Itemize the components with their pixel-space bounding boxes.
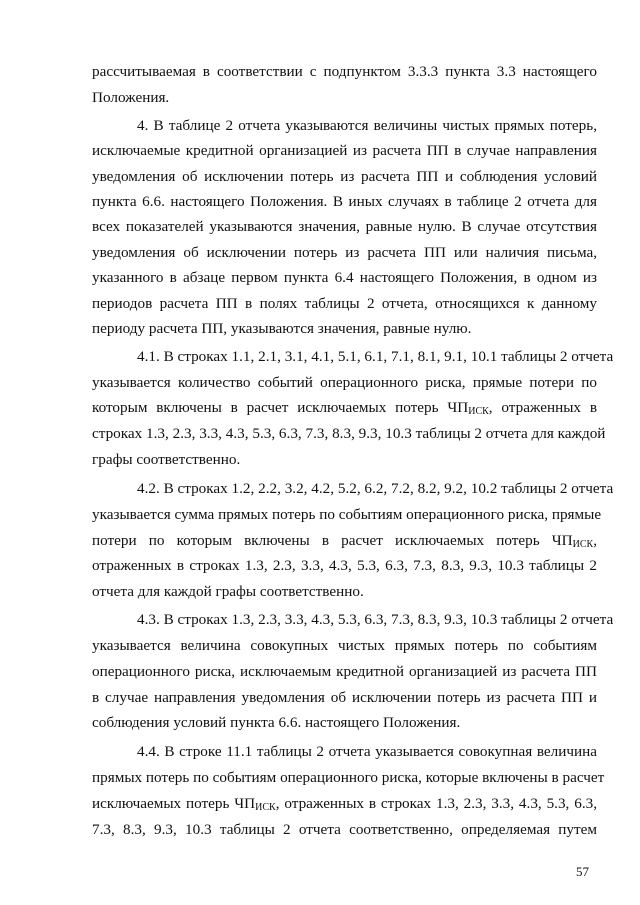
text-line: указывается сумма прямых потерь по событиям операционного риска, прямые: [92, 506, 602, 523]
text-fragment: потери по которым включены в расчет исключаемых потерь ЧП: [92, 532, 573, 549]
text-fragment: , отраженных в: [488, 399, 597, 416]
text-line: 4.4. В строке 11.1 таблицы 2 отчета указывается совокупная величина: [137, 743, 597, 760]
text-line: рассчитываемая в соответствии с подпунктом 3.3.3 пункта 3.3 настоящего: [92, 63, 597, 80]
text-line: в случае направления уведомления об исключении потерь из расчета ПП и: [92, 689, 597, 706]
text-line: всех показателей указываются значения, равные нулю. В случае отсутствия: [92, 218, 597, 235]
text-line: уведомления об исключении потерь из расчета ПП и соблюдения условий: [92, 168, 597, 185]
text-line: операционного риска, исключаемым кредитной организацией из расчета ПП: [92, 663, 597, 680]
text-line: отчета для каждой графы соответственно.: [92, 583, 364, 600]
page-number: 57: [576, 864, 589, 879]
text-line: периоду расчета ПП, указываются значения, равные нулю.: [92, 320, 472, 337]
text-line: 4.1. В строках 1.1, 2.1, 3.1, 4.1, 5.1, 6.1, 7.1, 8.1, 9.1, 10.1 таблицы 2 отчета: [137, 348, 614, 365]
text-line: указывается величина совокупных чистых прямых потерь по событиям: [92, 637, 597, 654]
text-line: [92, 794, 597, 814]
text-line: графы соответственно.: [92, 451, 241, 468]
text-line: пункта 6.6. настоящего Положения. В иных случаях в таблице 2 отчета для: [92, 193, 597, 210]
text-line: указанного в абзаце первом пункта 6.4 настоящего Положения, в одном из: [92, 269, 597, 286]
text-line: соблюдения условий пункта 6.6. настоящего Положения.: [92, 714, 461, 731]
text-line: уведомления об исключении потерь из расчета ПП или наличия письма,: [92, 244, 597, 261]
text-line: 4. В таблице 2 отчета указываются величины чистых прямых потерь,: [137, 117, 597, 134]
text-line: [92, 531, 597, 551]
text-line: указывается количество событий операционного риска, прямые потери по: [92, 374, 597, 391]
text-fragment: исключаемых потерь ЧП: [92, 795, 256, 812]
text-fragment: ,: [593, 532, 597, 549]
text-line: прямых потерь по событиям операционного риска, которые включены в расчет: [92, 769, 605, 786]
subscript-isk: ИСК: [255, 802, 276, 813]
subscript-isk: ИСК: [468, 406, 489, 417]
subscript-isk: ИСК: [572, 539, 594, 550]
text-line: 4.3. В строках 1.3, 2.3, 3.3, 4.3, 5.3, 6.3, 7.3, 8.3, 9.3, 10.3 таблицы 2 отчета: [137, 611, 614, 628]
text-line: Положения.: [92, 89, 170, 106]
text-fragment: , отраженных в строках 1.3, 2.3, 3.3, 4.3, 5.3, 6.3,: [275, 795, 598, 812]
text-line: 4.2. В строках 1.2, 2.2, 3.2, 4.2, 5.2, 6.2, 7.2, 8.2, 9.2, 10.2 таблицы 2 отчета: [137, 480, 614, 497]
text-line: отраженных в строках 1.3, 2.3, 3.3, 4.3, 5.3, 6.3, 7.3, 8.3, 9.3, 10.3 таблицы 2: [92, 557, 597, 574]
text-line: 7.3, 8.3, 9.3, 10.3 таблицы 2 отчета соответственно, определяемая путем: [92, 821, 597, 838]
text-fragment: которым включены в расчет исключаемых потерь ЧП: [92, 399, 469, 416]
text-line: [92, 398, 597, 418]
text-line: периодов расчета ПП в полях таблицы 2 отчета, относящихся к данному: [92, 295, 597, 312]
text-line: строках 1.3, 2.3, 3.3, 4.3, 5.3, 6.3, 7.3, 8.3, 9.3, 10.3 таблицы 2 отчета для каждой: [92, 425, 606, 442]
text-line: исключаемые кредитной организацией из расчета ПП в случае направления: [92, 142, 597, 159]
